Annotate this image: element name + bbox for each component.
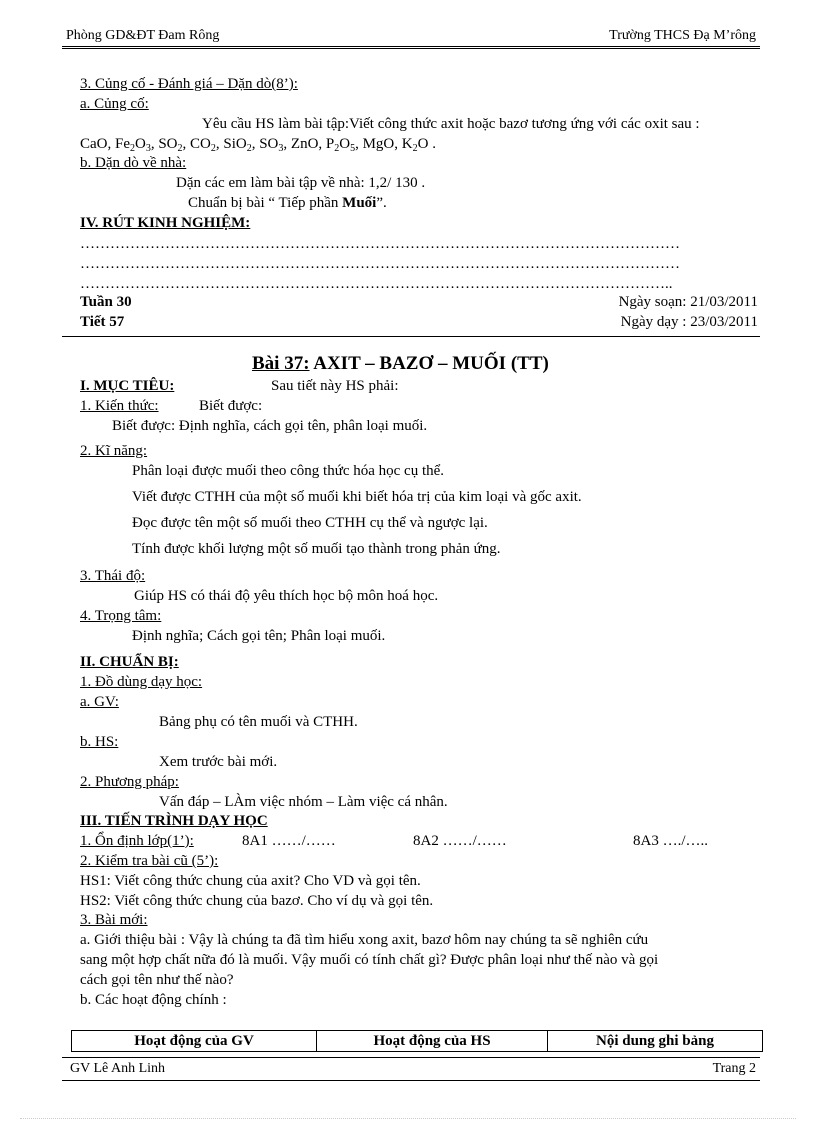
intro-line-3: cách gọi tên như thế nào? <box>80 972 234 988</box>
process-heading: III. TIẾN TRÌNH DẠY HỌC <box>80 813 268 829</box>
teach-date: Ngày dạy : 23/03/2011 <box>620 314 758 330</box>
review-dots-1: ………………………………………………………………………………………………………… <box>80 236 680 252</box>
focus-line: Định nghĩa; Cách gọi tên; Phân loại muối. <box>132 628 386 644</box>
skill-line-3: Đọc được tên một số muối theo CTHH cụ thể và ngược lại. <box>132 515 488 531</box>
review-dots-3: ……………………………………………………………………………………………………….. <box>80 276 673 292</box>
class-8a1: 8A1 ……/…… <box>242 833 336 849</box>
footer-left: GV Lê Anh Linh <box>70 1061 166 1076</box>
col-hs-header: Hoạt động của HS <box>317 1031 548 1052</box>
knowledge-label: 1. Kiến thức: <box>80 398 159 414</box>
header-rule <box>62 46 760 49</box>
week-label: Tuần 30 <box>80 294 132 310</box>
lesson-title: Bài 37: AXIT – BAZƠ – MUỐI (TT) <box>252 353 549 374</box>
knowledge-line: Biết được: Định nghĩa, cách gọi tên, phân loại muối. <box>112 418 428 434</box>
footer-bottom-rule <box>62 1080 760 1081</box>
col-gv-header: Hoạt động của GV <box>72 1031 317 1052</box>
consolidate-b-label: b. Dặn dò về nhà: <box>80 155 187 171</box>
objectives-heading: I. MỤC TIÊU: <box>80 378 175 394</box>
new-lesson-label: 3. Bài mới: <box>80 912 148 928</box>
footer-rule <box>62 1057 760 1058</box>
skills-label: 2. Kĩ năng: <box>80 443 148 459</box>
class-8a3: 8A3 …./….. <box>633 833 708 849</box>
homework-line: Dặn các em làm bài tập về nhà: 1,2/ 130 . <box>176 175 426 191</box>
class-8a2: 8A2 ……/…… <box>413 833 507 849</box>
consolidate-heading: 3. Củng cố - Đánh giá – Dặn dò(8’): <box>80 76 298 92</box>
check-hs1: HS1: Viết công thức chung của axit? Cho VD và gọi tên. <box>80 873 421 889</box>
prep-date: Ngày soạn: 21/03/2011 <box>618 294 758 310</box>
header-right: Trường THCS Đạ M’rông <box>609 28 756 43</box>
gv-line: Bảng phụ có tên muối và CTHH. <box>159 714 358 730</box>
check-hs2: HS2: Viết công thức chung của bazơ. Cho ví dụ và gọi tên. <box>80 893 434 909</box>
focus-label: 4. Trọng tâm: <box>80 608 162 624</box>
meta-rule <box>62 336 760 337</box>
period-label: Tiết 57 <box>80 314 125 330</box>
review-heading: IV. RÚT KINH NGHIỆM: <box>80 215 251 231</box>
stable-label: 1. Ổn định lớp(1’): <box>80 833 194 849</box>
intro-line-2: sang một hợp chất nữa đó là muối. Vậy muối có tính chất gì? Được phân loại như thế nào và gọi <box>80 952 659 968</box>
check-label: 2. Kiểm tra bài cũ (5’): <box>80 853 219 869</box>
consolidate-a-label: a. Củng cố: <box>80 96 149 112</box>
hs-label: b. HS: <box>80 734 119 750</box>
tools-label: 1. Đồ dùng dạy học: <box>80 674 203 690</box>
header-left: Phòng GD&ĐT Đam Rông <box>66 28 220 43</box>
knowledge-intro: Biết được: <box>199 398 263 414</box>
page-edge <box>20 1118 796 1119</box>
footer-right: Trang 2 <box>712 1061 756 1076</box>
method-label: 2. Phương pháp: <box>80 774 179 790</box>
intro-line-1: a. Giới thiệu bài : Vậy là chúng ta đã tìm hiểu xong axit, bazơ hôm nay chúng ta sẽ nghiên cứu <box>80 932 649 948</box>
prep-heading: II. CHUẨN BỊ: <box>80 654 179 670</box>
skill-line-2: Viết được CTHH của một số muối khi biết hóa trị của kim loại và gốc axit. <box>132 489 582 505</box>
gv-label: a. GV: <box>80 694 119 710</box>
method-line: Vấn đáp – LÀm việc nhóm – Làm việc cá nhân. <box>159 794 448 810</box>
main-activities-label: b. Các hoạt động chính : <box>80 992 227 1008</box>
col-board-header: Nội dung ghi bảng <box>548 1031 763 1052</box>
activity-table <box>71 1030 763 1052</box>
oxide-list: CaO, $Fe_2O_3$, $SO_2$, $CO_2$, SiO$_2$, $SO_3$, ZnO, $P_2O_5$, MgO, $K_2O$ . <box>80 136 436 154</box>
attitude-label: 3. Thái độ: <box>80 568 146 584</box>
review-dots-2: ………………………………………………………………………………………………………… <box>80 256 680 272</box>
skill-line-1: Phân loại được muối theo công thức hóa học cụ thể. <box>132 463 445 479</box>
attitude-line: Giúp HS có thái độ yêu thích học bộ môn hoá học. <box>134 588 439 604</box>
prepare-line: Chuẩn bị bài “ Tiếp phần Muối”. <box>188 195 387 211</box>
skill-line-4: Tính được khối lượng một số muối tạo thành trong phản ứng. <box>132 541 501 557</box>
consolidate-a-text: Yêu cầu HS làm bài tập:Viết công thức axit hoặc bazơ tương ứng với các oxit sau : <box>202 116 700 132</box>
hs-line: Xem trước bài mới. <box>159 754 278 770</box>
objectives-intro: Sau tiết này HS phải: <box>271 378 399 394</box>
